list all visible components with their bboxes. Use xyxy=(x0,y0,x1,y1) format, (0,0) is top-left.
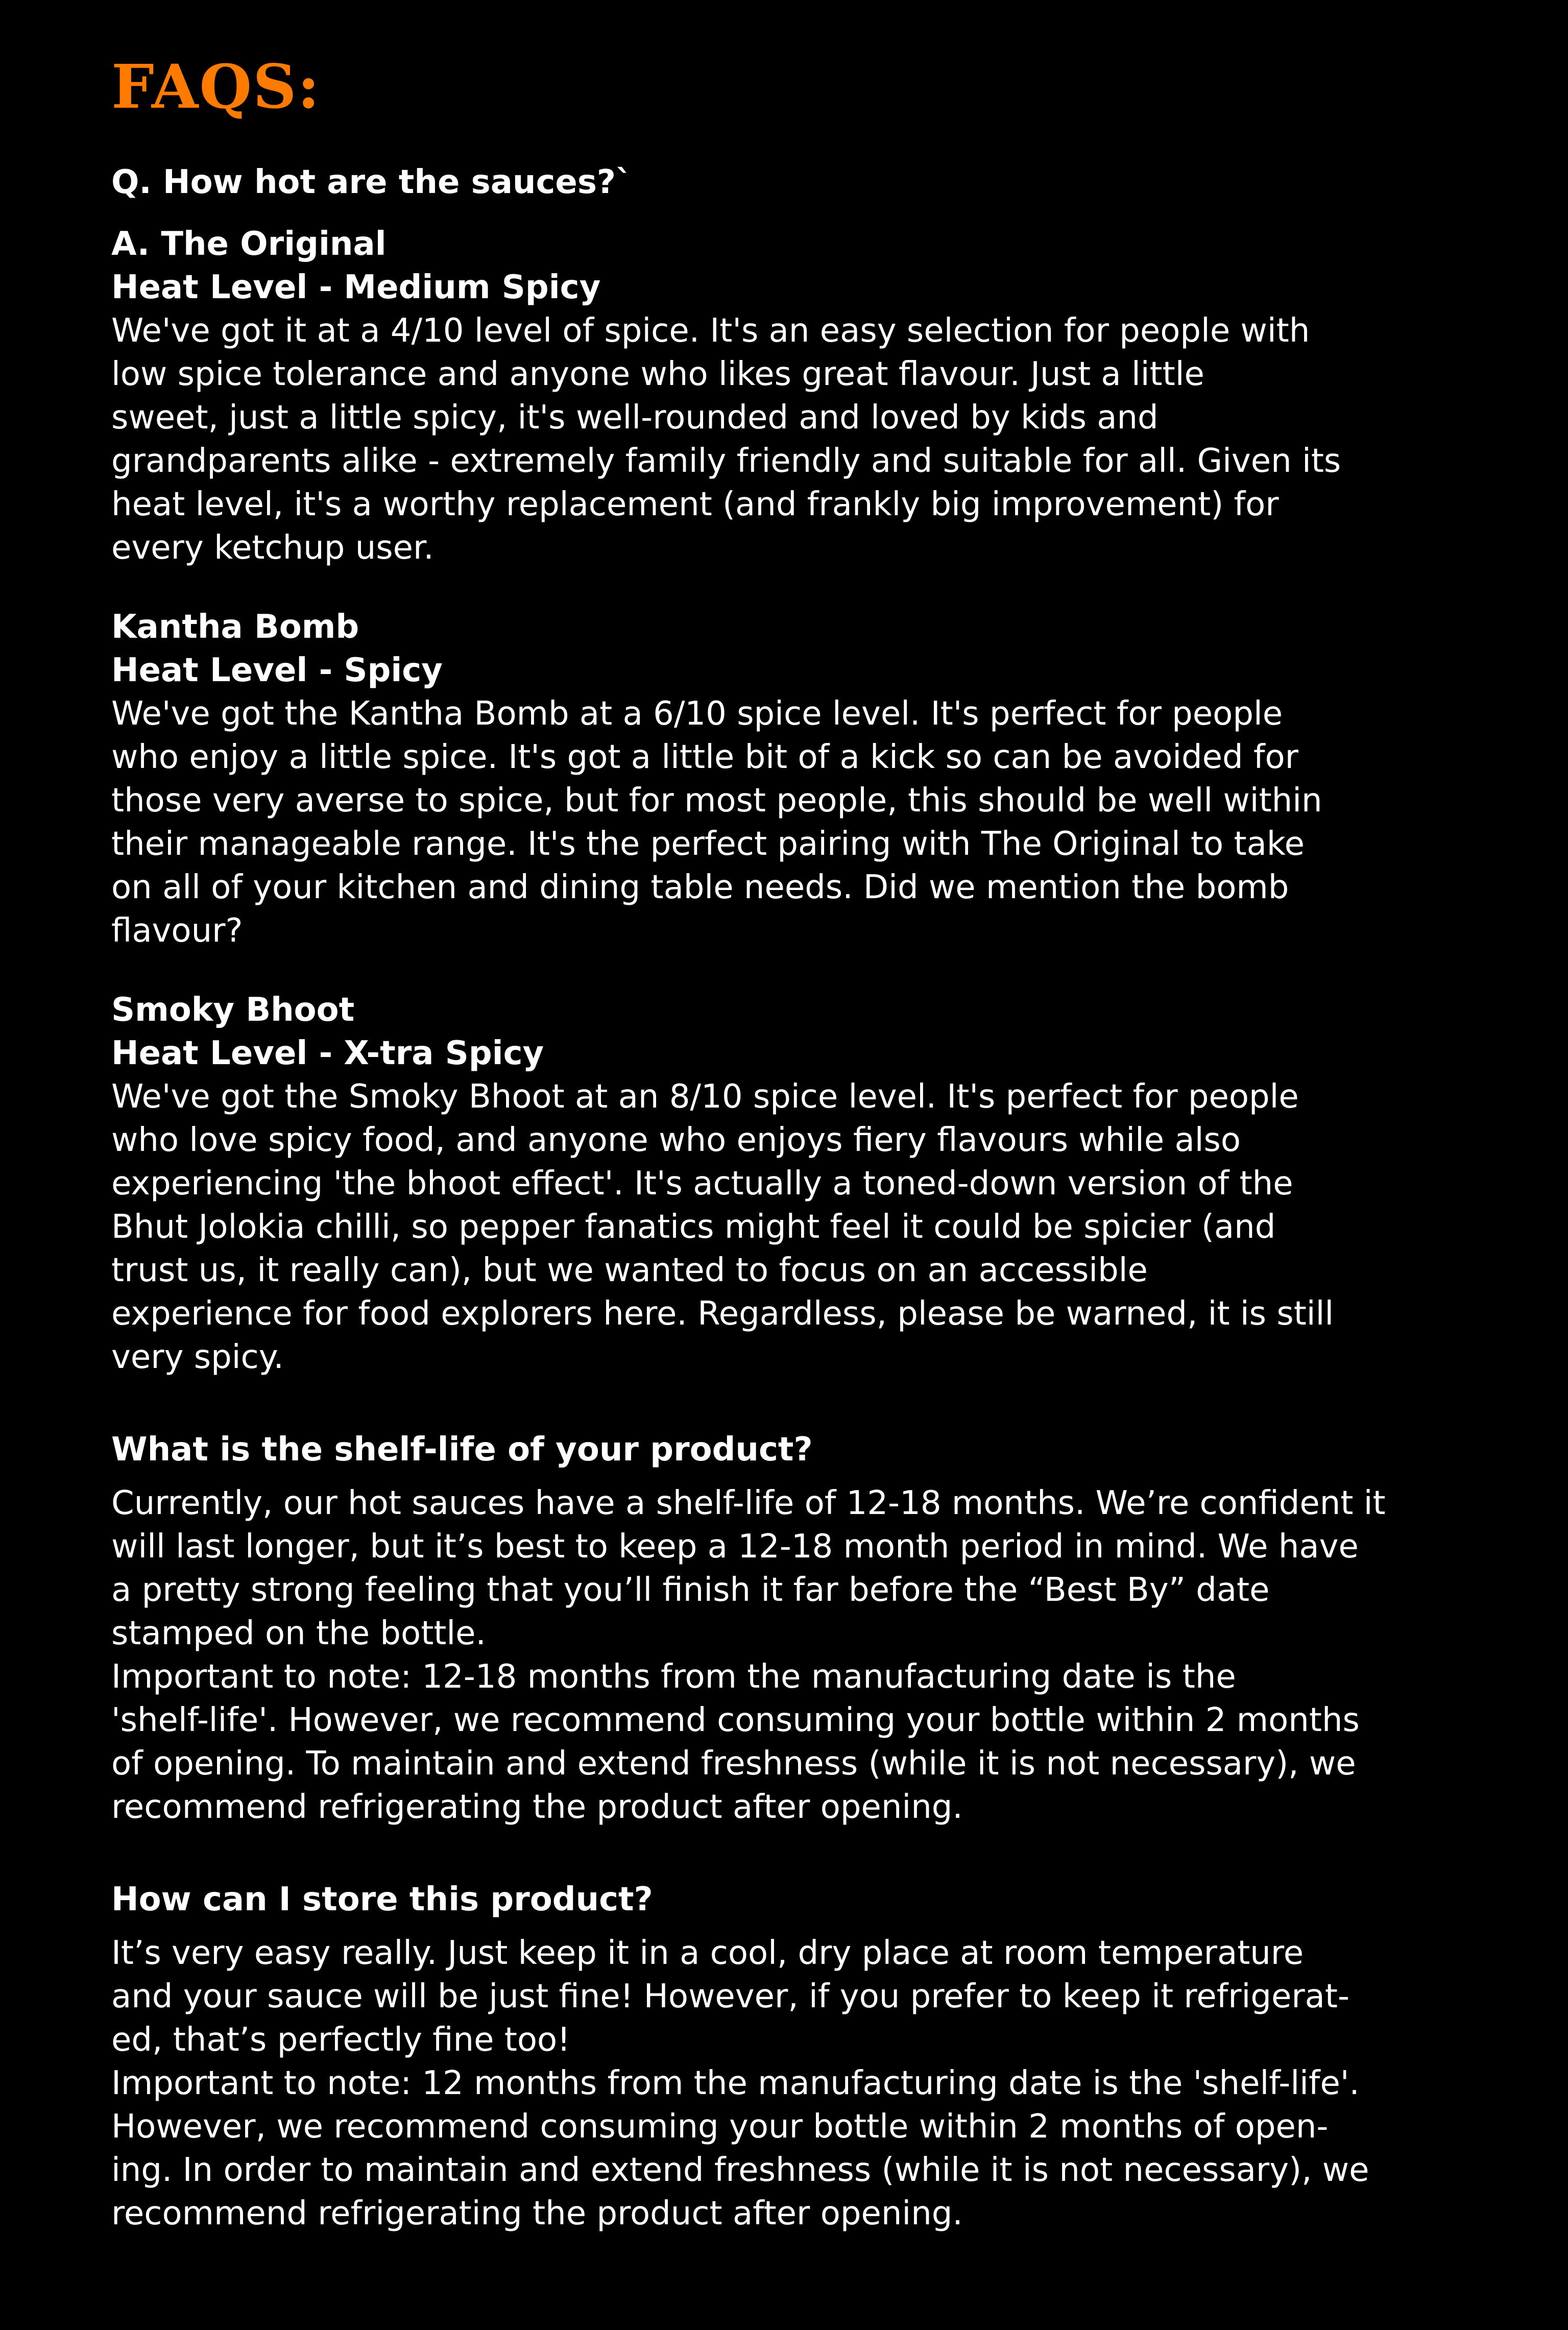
heat-level-kantha-bomb: Heat Level - Spicy xyxy=(111,652,443,689)
answer-line: experience for food explorers here. Regardless, please be warned, it is still xyxy=(111,1295,1334,1333)
sauce-name-kantha-bomb: Kantha Bomb xyxy=(111,608,359,646)
answer-line: flavour? xyxy=(111,912,243,950)
answer-line: However, we recommend consuming your bottle within 2 months of open- xyxy=(111,2108,1329,2146)
answer-original xyxy=(111,223,1429,570)
faq-sauce-heat xyxy=(111,161,1429,1379)
answer-line: and your sauce will be just fine! However, if you prefer to keep it refrigerat- xyxy=(111,1978,1350,2015)
answer-line: Bhut Jolokia chilli, so pepper fanatics might feel it could be spicier (and xyxy=(111,1208,1276,1246)
answer-line: Important to note: 12 months from the manufacturing date is the 'shelf-life'. xyxy=(111,2064,1360,2102)
answer-line: who enjoy a little spice. It's got a little bit of a kick so can be avoided for xyxy=(111,738,1298,776)
faq-shelf-life xyxy=(111,1428,1429,1829)
question-shelf-life: What is the shelf-life of your product? xyxy=(111,1431,813,1469)
answer-line: recommend refrigerating the product after opening. xyxy=(111,2195,963,2232)
answer-line: recommend refrigerating the product after opening. xyxy=(111,1788,963,1826)
sauce-name-smoky-bhoot: Smoky Bhoot xyxy=(111,991,355,1029)
answer-line: Important to note: 12-18 months from the manufacturing date is the xyxy=(111,1658,1236,1696)
answer-kantha-bomb xyxy=(111,606,1429,953)
answer-line: heat level, it's a worthy replacement (and frankly big improvement) for xyxy=(111,486,1279,523)
answer-line: It’s very easy really. Just keep it in a cool, dry place at room temperature xyxy=(111,1934,1304,1972)
answer-line: ing. In order to maintain and extend freshness (while it is not necessary), we xyxy=(111,2151,1369,2189)
answer-line: a pretty strong feeling that you’ll finish it far before the “Best By” date xyxy=(111,1571,1270,1609)
answer-line: experiencing 'the bhoot effect'. It's actually a toned-down version of the xyxy=(111,1165,1293,1203)
answer-line: who love spicy food, and anyone who enjoys fiery flavours while also xyxy=(111,1121,1241,1159)
answer-line: their manageable range. It's the perfect pairing with The Original to take xyxy=(111,825,1305,863)
answer-line: very spicy. xyxy=(111,1338,284,1376)
answer-line: ed, that’s perfectly fine too! xyxy=(111,2021,570,2059)
question-storage: How can I store this product? xyxy=(111,1881,653,1918)
answer-line: trust us, it really can), but we wanted to focus on an accessible xyxy=(111,1252,1148,1289)
answer-line: low spice tolerance and anyone who likes great flavour. Just a little xyxy=(111,355,1204,393)
answer-line: 'shelf-life'. However, we recommend consuming your bottle within 2 months xyxy=(111,1701,1360,1739)
sauce-name-original: A. The Original xyxy=(111,225,387,263)
answer-line: We've got the Smoky Bhoot at an 8/10 spice level. It's perfect for people xyxy=(111,1078,1299,1116)
answer-line: sweet, just a little spicy, it's well-rounded and loved by kids and xyxy=(111,399,1159,437)
answer-line: We've got it at a 4/10 level of spice. It's an easy selection for people with xyxy=(111,312,1310,350)
answer-line: every ketchup user. xyxy=(111,529,434,567)
heat-level-smoky-bhoot: Heat Level - X-tra Spicy xyxy=(111,1035,544,1072)
answer-line: those very averse to spice, but for most people, this should be well within xyxy=(111,782,1322,820)
answer-smoky-bhoot xyxy=(111,989,1429,1379)
question-heat: Q. How hot are the sauces?` xyxy=(111,163,633,201)
faq-page xyxy=(111,51,1429,2236)
answer-line: will last longer, but it’s best to keep a 12-18 month period in mind. We have xyxy=(111,1528,1359,1566)
faq-storage xyxy=(111,1878,1429,2236)
answer-line: Currently, our hot sauces have a shelf-life of 12-18 months. We’re confident it xyxy=(111,1484,1386,1522)
answer-line: of opening. To maintain and extend freshness (while it is not necessary), we xyxy=(111,1745,1356,1783)
answer-line: We've got the Kantha Bomb at a 6/10 spice level. It's perfect for people xyxy=(111,695,1283,733)
answer-line: stamped on the bottle. xyxy=(111,1615,486,1652)
faq-heading: FAQS: xyxy=(111,51,321,122)
heat-level-original: Heat Level - Medium Spicy xyxy=(111,269,601,306)
answer-line: grandparents alike - extremely family friendly and suitable for all. Given its xyxy=(111,442,1341,480)
answer-line: on all of your kitchen and dining table needs. Did we mention the bomb xyxy=(111,869,1289,906)
